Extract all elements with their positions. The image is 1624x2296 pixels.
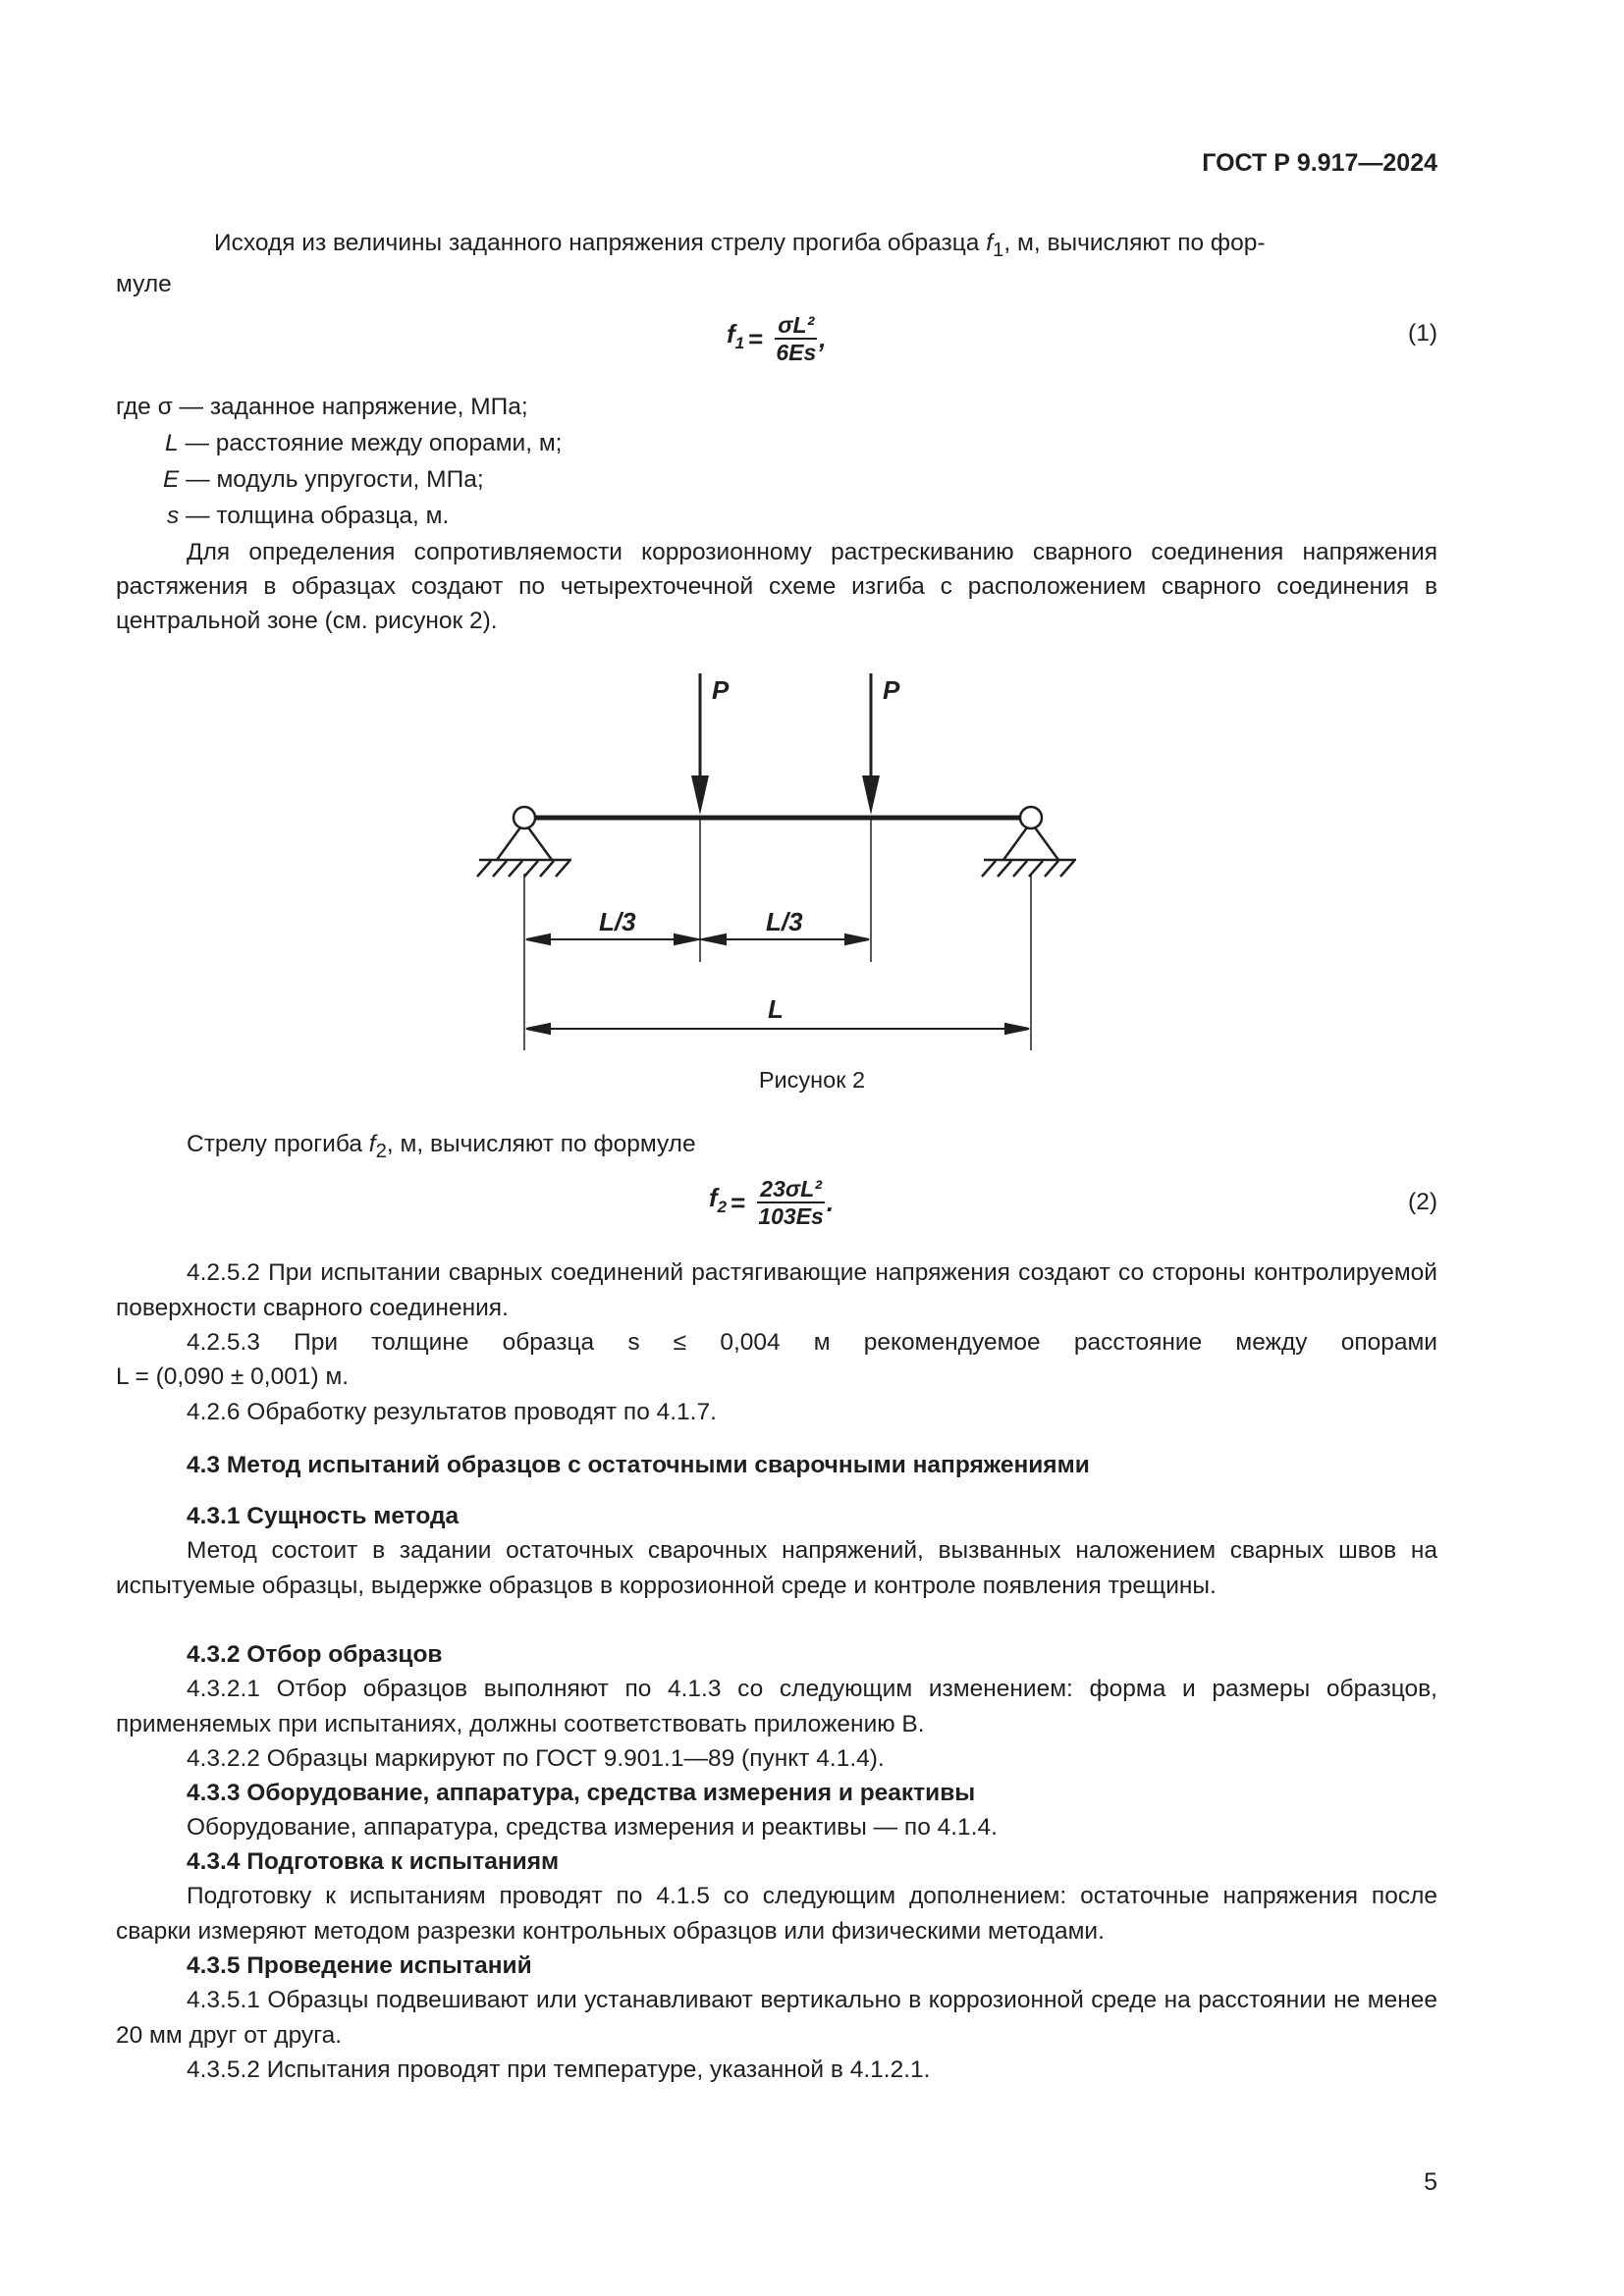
where-row	[165, 426, 563, 461]
where-row	[116, 390, 528, 425]
span-third-label-right: L/3	[766, 907, 803, 936]
numerator: 23σL²	[757, 1176, 825, 1203]
deflection-text-end: , м, вычисляют по формуле	[386, 1131, 696, 1157]
full-span-dimension	[526, 1024, 1029, 1034]
heading-4-3-4: 4.3.4 Подготовка к испытаниям	[187, 1848, 560, 1875]
var-f: f	[368, 1131, 376, 1157]
page-number: 5	[1424, 2168, 1437, 2196]
where-desc: — расстояние между опорами, м;	[178, 430, 563, 456]
equals-sign: =	[731, 1188, 746, 1217]
where-symbol: E	[163, 466, 180, 493]
formula-1-fraction	[773, 312, 819, 365]
clause-4-2-5-3-cont: L = (0,090 ± 0,001) м.	[116, 1363, 350, 1390]
span-third-label-left: L/3	[599, 907, 636, 936]
span-full-label: L	[768, 994, 784, 1024]
clause-4-3-3: Оборудование, аппаратура, средства измерения и реактивы — по 4.1.4.	[187, 1814, 998, 1841]
where-desc: — толщина образца, м.	[179, 503, 450, 529]
var-sub: 1	[993, 239, 1004, 261]
formula-2	[709, 1176, 834, 1229]
where-symbol: s	[167, 503, 180, 529]
clause-4-3-1: Метод состоит в задании остаточных сварочных напряжений, вызванных наложением сварных швов на испытуемые образцы, выдержке образцов в коррозионной среде и контроле появления трещины.	[116, 1537, 1437, 1599]
formula-2-fraction	[755, 1176, 827, 1229]
heading-4-3-1: 4.3.1 Сущность метода	[187, 1503, 460, 1529]
var-sub: 2	[375, 1140, 387, 1162]
formula-2-lhs: $f_2$	[709, 1182, 728, 1217]
clause-4-3-4: Подготовку к испытаниям проводят по 4.1.5 со следующим дополнением: остаточные напряжения после сварки измеряют методом разрезки контрольных образцов или физическими методами.	[116, 1883, 1437, 1945]
equation-number-1: (1)	[1408, 320, 1437, 347]
where-symbol: σ	[157, 394, 173, 420]
figure-caption: Рисунок 2	[758, 1067, 866, 1093]
load-label-right: P	[883, 675, 900, 705]
equation-number-2: (2)	[1408, 1189, 1437, 1215]
clause-4-2-5-3: 4.2.5.3 При толщине образца s ≤ 0,004 м рекомендуемое расстояние между опорами	[187, 1329, 1437, 1356]
four-point-bending-diagram	[461, 667, 1100, 1060]
clause-4-3-2-1: 4.3.2.1 Отбор образцов выполняют по 4.1.3 со следующим изменением: форма и размеры образцов, применяемых при испытаниях, должны соответствовать приложению В.	[116, 1676, 1437, 1737]
heading-4-3-3: 4.3.3 Оборудование, аппаратура, средства измерения и реактивы	[187, 1780, 976, 1806]
heading-4-3-2: 4.3.2 Отбор образцов	[187, 1641, 443, 1668]
intro-line2: муле	[116, 271, 172, 297]
numerator: σL²	[775, 312, 817, 340]
load-arrow-right	[862, 673, 880, 815]
clause-4-2-5-2: 4.2.5.2 При испытании сварных соединений растягивающие напряжения создают со стороны контролируемой поверхности сварного соединения.	[116, 1259, 1437, 1321]
where-list	[116, 390, 901, 537]
load-arrow-left	[691, 673, 709, 815]
document-code: ГОСТ Р 9.917—2024	[1202, 149, 1437, 177]
where-row	[167, 499, 449, 534]
formula-2-trail: .	[826, 1188, 835, 1217]
clause-4-3-5-2: 4.3.5.2 Испытания проводят при температуре, указанной в 4.1.2.1.	[187, 2056, 931, 2083]
weld-paragraph: Для определения сопротивляемости коррозионному растрескиванию сварного соединения напряжения растяжения в образцах создают по четырехточечной схеме изгиба с расположением сварного соединения в центральной зоне (см. рисунок 2).	[116, 539, 1437, 634]
denominator: 6Es	[776, 340, 817, 365]
equals-sign: =	[748, 324, 764, 353]
heading-4-3: 4.3 Метод испытаний образцов с остаточными сварочными напряжениями	[187, 1452, 1090, 1478]
load-label-left: P	[712, 675, 730, 705]
var-f: f	[986, 230, 994, 256]
deflection-paragraph	[187, 1127, 696, 1169]
formula-1-trail: ,	[819, 324, 827, 353]
heading-4-3-5: 4.3.5 Проведение испытаний	[187, 1952, 532, 1979]
where-desc: — модуль упругости, МПа;	[179, 466, 484, 493]
third-span-dimension	[526, 934, 869, 944]
formula-1-lhs: $f_1$	[727, 318, 745, 353]
denominator: 103Es	[758, 1203, 824, 1229]
intro-paragraph	[116, 226, 1437, 268]
intro-text-end: , м, вычисляют по фор-	[1003, 230, 1266, 256]
where-prefix: где	[116, 394, 151, 420]
where-desc: — заданное напряжение, МПа;	[172, 394, 528, 420]
where-symbol: L	[165, 430, 179, 456]
deflection-text: Стрелу прогиба	[187, 1131, 369, 1157]
where-row	[163, 462, 484, 498]
intro-text: Исходя из величины заданного напряжения стрелу прогиба образца	[214, 230, 987, 256]
formula-1	[727, 312, 827, 365]
clause-4-2-6: 4.2.6 Обработку результатов проводят по 4.1.7.	[187, 1399, 717, 1425]
clause-4-3-2-2: 4.3.2.2 Образцы маркируют по ГОСТ 9.901.1—89 (пункт 4.1.4).	[187, 1745, 885, 1772]
clause-4-3-5-1: 4.3.5.1 Образцы подвешивают или устанавливают вертикально в коррозионной среде на расстоянии не менее 20 мм друг от друга.	[116, 1987, 1437, 2049]
